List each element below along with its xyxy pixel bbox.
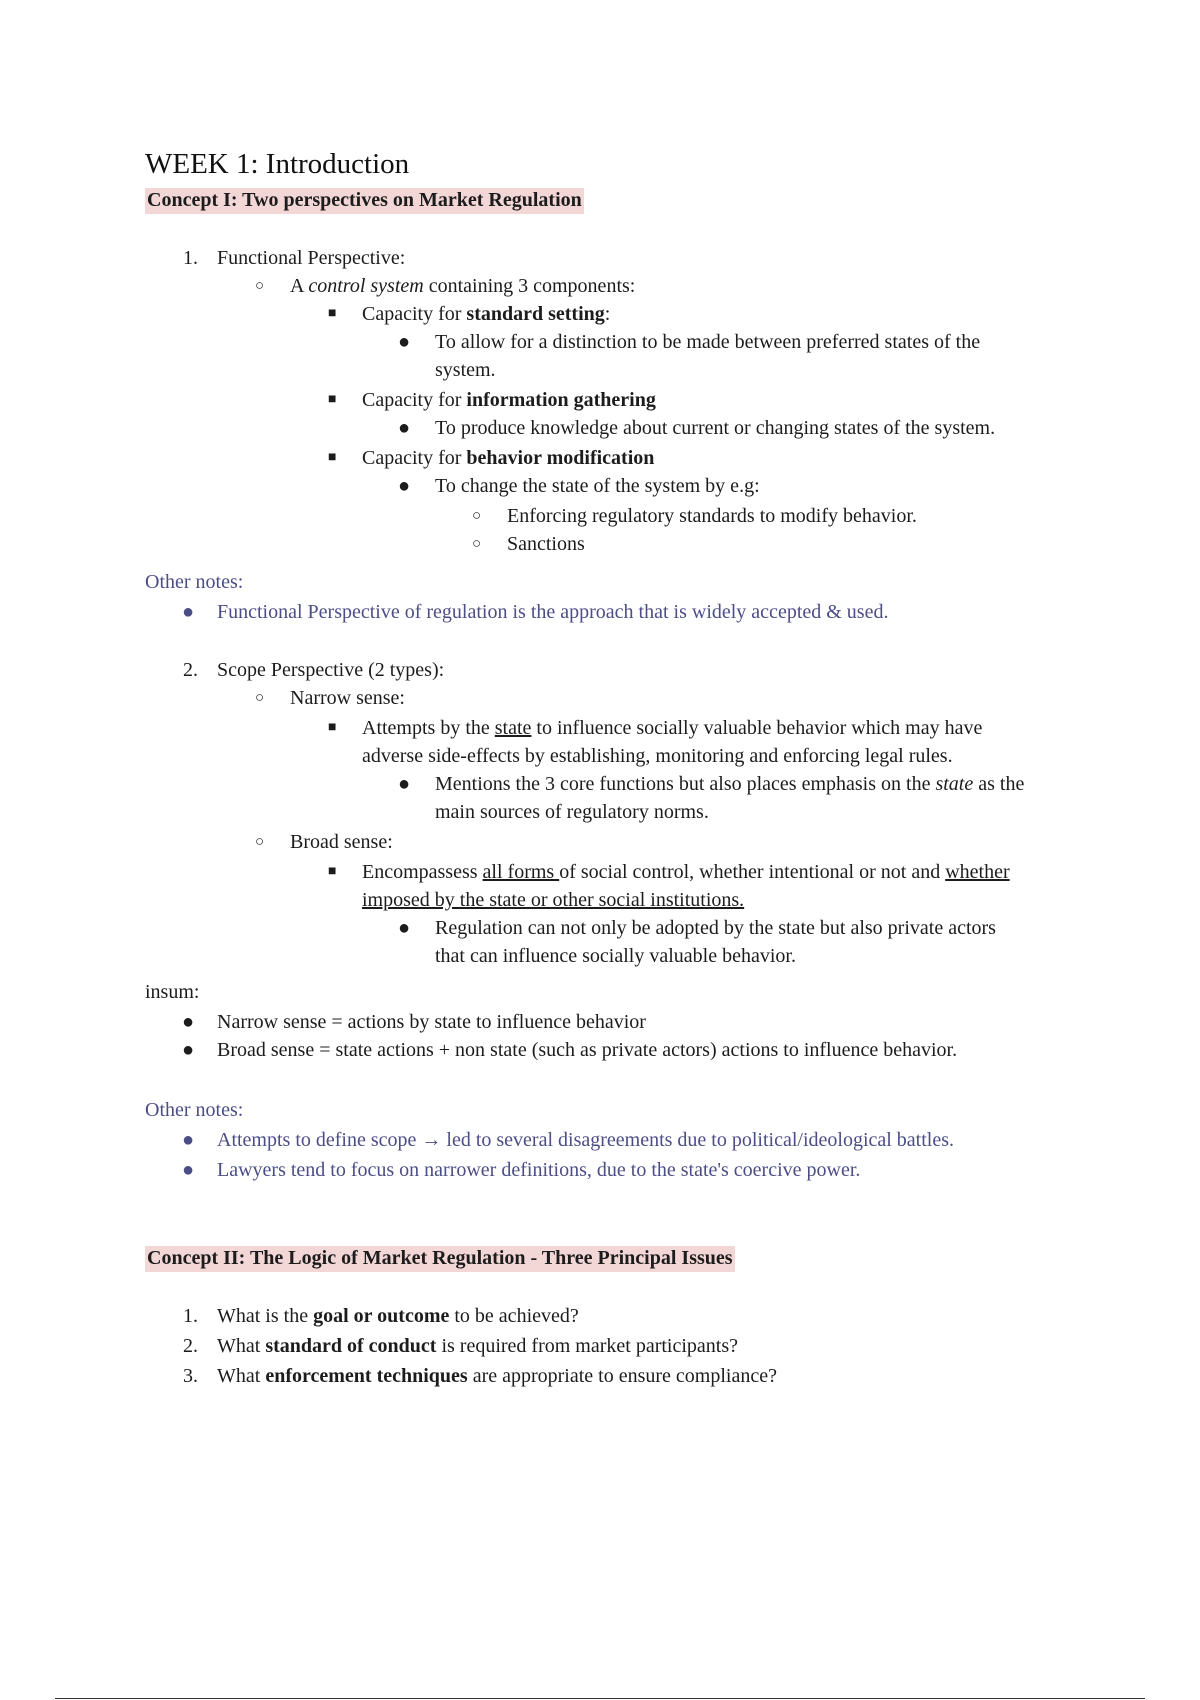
filled-bullet-icon: ● bbox=[182, 1039, 195, 1061]
question-goal: What is the goal or outcome to be achieved? bbox=[217, 1305, 579, 1327]
hollow-bullet-icon: ○ bbox=[255, 834, 265, 850]
square-bullet-icon: ■ bbox=[328, 450, 337, 465]
hollow-bullet-icon: ○ bbox=[472, 508, 482, 524]
information-gathering-line: Capacity for information gathering bbox=[362, 389, 656, 411]
concept-1-heading-text: Concept I: Two perspectives on Market Regulation bbox=[145, 188, 584, 214]
standard-setting-desc-1: To allow for a distinction to be made between preferred states of the bbox=[435, 331, 981, 353]
narrow-sense-desc-2: adverse side-effects by establishing, monitoring and enforcing legal rules. bbox=[362, 745, 953, 767]
notes-lawyers: Lawyers tend to focus on narrower definitions, due to the state's coercive power. bbox=[217, 1159, 861, 1181]
insum-narrow: Narrow sense = actions by state to influence behavior bbox=[217, 1011, 646, 1033]
filled-bullet-icon: ● bbox=[398, 417, 411, 439]
narrow-sense-label: Narrow sense: bbox=[290, 687, 405, 709]
control-system-line: A control system containing 3 components: bbox=[290, 275, 636, 297]
page-bottom-divider bbox=[55, 1698, 1145, 1699]
control-system-em: control system bbox=[308, 275, 424, 297]
list-number-1: 1. bbox=[183, 1305, 198, 1327]
broad-sense-desc-2: imposed by the state or other social institutions. bbox=[362, 889, 745, 911]
behavior-modification-desc: To change the state of the system by e.g: bbox=[435, 475, 760, 497]
narrow-core-functions-1: Mentions the 3 core functions but also places emphasis on the state as the bbox=[435, 773, 1025, 795]
functional-perspective-label: Functional Perspective: bbox=[217, 247, 406, 269]
page-title: WEEK 1: Introduction bbox=[145, 148, 410, 180]
filled-bullet-icon: ● bbox=[398, 331, 411, 353]
filled-bullet-icon: ● bbox=[398, 475, 411, 497]
narrow-sense-desc-1: Attempts by the state to influence socially valuable behavior which may have bbox=[362, 717, 983, 739]
filled-bullet-icon: ● bbox=[398, 917, 411, 939]
filled-bullet-icon: ● bbox=[182, 1159, 195, 1181]
filled-bullet-icon: ● bbox=[182, 1011, 195, 1033]
question-standard: What standard of conduct is required from market participants? bbox=[217, 1335, 739, 1357]
broad-private-actors-2: that can influence socially valuable behavior. bbox=[435, 945, 796, 967]
hollow-bullet-icon: ○ bbox=[255, 278, 265, 294]
square-bullet-icon: ■ bbox=[328, 864, 337, 879]
other-notes-label: Other notes: bbox=[145, 571, 244, 593]
behavior-modification-line: Capacity for behavior modification bbox=[362, 447, 655, 469]
broad-sense-desc-1: Encompassess all forms of social control, whether intentional or not and whether bbox=[362, 861, 1010, 883]
standard-setting-desc-2: system. bbox=[435, 359, 496, 381]
hollow-bullet-icon: ○ bbox=[472, 536, 482, 552]
insum-broad: Broad sense = state actions + non state (such as private actors) actions to influence behavior. bbox=[217, 1039, 958, 1061]
scope-perspective-label: Scope Perspective (2 types): bbox=[217, 659, 445, 681]
concept-2-heading bbox=[145, 1244, 735, 1272]
hollow-bullet-icon: ○ bbox=[255, 690, 265, 706]
list-number-2: 2. bbox=[183, 1335, 198, 1357]
example-sanctions: Sanctions bbox=[507, 533, 585, 555]
standard-setting-line: Capacity for standard setting: bbox=[362, 303, 611, 325]
square-bullet-icon: ■ bbox=[328, 720, 337, 735]
broad-private-actors-1: Regulation can not only be adopted by the state but also private actors bbox=[435, 917, 996, 939]
filled-bullet-icon: ● bbox=[182, 601, 195, 623]
insum-label: insum: bbox=[145, 981, 200, 1003]
filled-bullet-icon: ● bbox=[182, 1129, 195, 1151]
question-enforcement: What enforcement techniques are appropriate to ensure compliance? bbox=[217, 1365, 777, 1387]
list-number-1: 1. bbox=[183, 247, 198, 269]
square-bullet-icon: ■ bbox=[328, 306, 337, 321]
square-bullet-icon: ■ bbox=[328, 392, 337, 407]
notes-functional-accepted: Functional Perspective of regulation is the approach that is widely accepted & used. bbox=[217, 601, 889, 623]
notes-define-scope: Attempts to define scope → led to several disagreements due to political/ideological battles. bbox=[217, 1129, 955, 1151]
concept-2-heading-text: Concept II: The Logic of Market Regulation - Three Principal Issues bbox=[145, 1246, 735, 1272]
example-enforcing: Enforcing regulatory standards to modify behavior. bbox=[507, 505, 917, 527]
concept-1-heading bbox=[145, 186, 584, 214]
narrow-core-functions-2: main sources of regulatory norms. bbox=[435, 801, 709, 823]
list-number-3: 3. bbox=[183, 1365, 198, 1387]
filled-bullet-icon: ● bbox=[398, 773, 411, 795]
other-notes-label-2: Other notes: bbox=[145, 1099, 244, 1121]
list-number-2: 2. bbox=[183, 659, 198, 681]
information-gathering-desc: To produce knowledge about current or changing states of the system. bbox=[435, 417, 996, 439]
broad-sense-label: Broad sense: bbox=[290, 831, 393, 853]
